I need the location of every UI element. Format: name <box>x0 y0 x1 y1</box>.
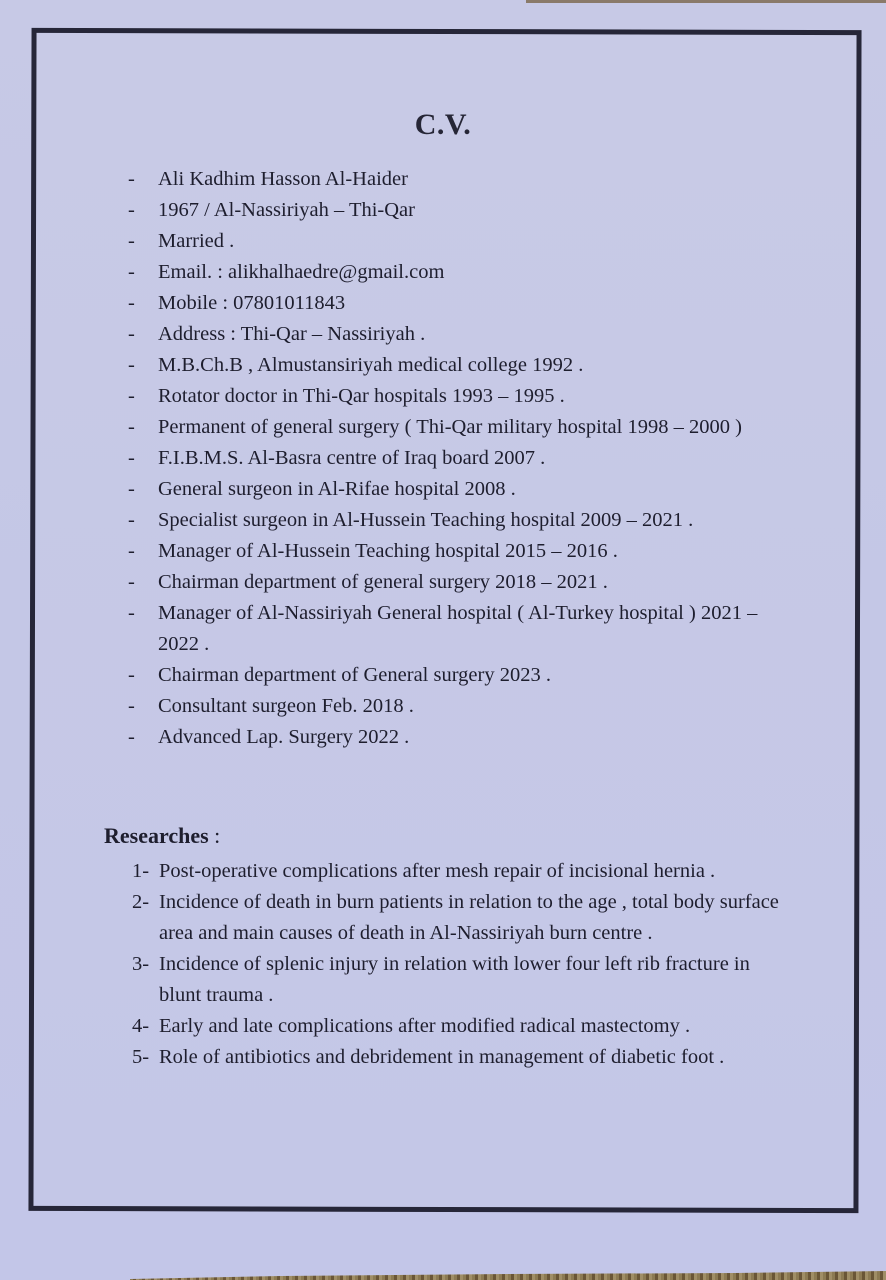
bullet-dash: - <box>128 664 135 686</box>
info-item <box>128 567 828 598</box>
info-item-text: M.B.Ch.B , Almustansiriyah medical college 1992 . <box>158 354 584 376</box>
info-item <box>128 443 828 474</box>
bullet-dash: - <box>128 323 135 345</box>
info-item-text: Permanent of general surgery ( Thi-Qar military hospital 1998 – 2000 ) <box>158 416 742 438</box>
bullet-dash: - <box>128 261 135 283</box>
bullet-dash: - <box>128 354 135 376</box>
info-item-text: Email. : alikhalhaedre@gmail.com <box>158 261 445 283</box>
research-number: 5- <box>132 1046 150 1068</box>
info-item-text: Chairman department of General surgery 2023 . <box>158 664 551 686</box>
bullet-dash: - <box>128 571 135 593</box>
bullet-dash: - <box>128 695 135 717</box>
bullet-dash: - <box>128 447 135 469</box>
info-item-text: Advanced Lap. Surgery 2022 . <box>158 726 410 748</box>
bullet-dash: - <box>128 478 135 500</box>
research-item <box>132 887 812 949</box>
info-item <box>128 660 828 691</box>
researches-heading <box>104 823 220 849</box>
research-item <box>132 856 812 887</box>
bullet-dash: - <box>128 602 135 624</box>
info-item <box>128 257 828 288</box>
info-item <box>128 195 828 226</box>
research-item <box>132 1042 812 1073</box>
research-text: Role of antibiotics and debridement in management of diabetic foot . <box>159 1046 725 1068</box>
research-number: 1- <box>132 860 150 882</box>
info-item-text: Specialist surgeon in Al-Hussein Teaching hospital 2009 – 2021 . <box>158 509 694 531</box>
research-text: Incidence of splenic injury in relation with lower four left rib fracture in blunt trauma . <box>159 953 750 1006</box>
info-item <box>128 381 828 412</box>
bullet-dash: - <box>128 385 135 407</box>
info-item <box>128 412 828 443</box>
info-item-text: Address : Thi-Qar – Nassiriyah . <box>158 323 426 345</box>
bullet-dash: - <box>128 292 135 314</box>
research-item <box>132 1011 812 1042</box>
research-number: 2- <box>132 891 150 913</box>
bullet-dash: - <box>128 168 135 190</box>
researches-heading-colon: : <box>208 823 221 848</box>
research-text: Early and late complications after modified radical mastectomy . <box>159 1015 691 1037</box>
info-item <box>128 164 828 195</box>
document-title: C.V. <box>414 108 472 141</box>
bullet-dash: - <box>128 230 135 252</box>
background-surface-bottom <box>130 1270 886 1280</box>
bullet-dash: - <box>128 540 135 562</box>
info-item-text: 1967 / Al-Nassiriyah – Thi-Qar <box>158 199 415 221</box>
bullet-dash: - <box>128 726 135 748</box>
info-item <box>128 319 828 350</box>
info-item-text: General surgeon in Al-Rifae hospital 2008 . <box>158 478 516 500</box>
researches-list <box>132 856 812 1073</box>
info-item-text: Rotator doctor in Thi-Qar hospitals 1993 – 1995 . <box>158 385 565 407</box>
info-item <box>128 536 828 567</box>
bullet-dash: - <box>128 416 135 438</box>
info-item-text: Manager of Al-Hussein Teaching hospital 2015 – 2016 . <box>158 540 618 562</box>
info-item-text: Chairman department of general surgery 2018 – 2021 . <box>158 571 608 593</box>
bullet-dash: - <box>128 199 135 221</box>
bullet-dash: - <box>128 509 135 531</box>
research-text: Incidence of death in burn patients in relation to the age , total body surface area and main causes of death in Al-Nassiriyah burn centre . <box>159 891 779 944</box>
research-item <box>132 949 812 1011</box>
info-item <box>128 598 828 660</box>
info-item <box>128 722 828 753</box>
info-item-text: Mobile : 07801011843 <box>158 292 346 314</box>
info-item <box>128 288 828 319</box>
researches-heading-text: Researches <box>104 823 209 848</box>
info-item <box>128 505 828 536</box>
research-text: Post-operative complications after mesh repair of incisional hernia . <box>159 860 716 882</box>
background-surface-top <box>526 0 886 3</box>
info-item-text: Married . <box>158 230 235 252</box>
personal-info-list <box>128 164 828 753</box>
info-item-text: Manager of Al-Nassiriyah General hospital ( Al-Turkey hospital ) 2021 – 2022 . <box>158 602 758 655</box>
info-item <box>128 474 828 505</box>
info-item <box>128 350 828 381</box>
info-item-text: Ali Kadhim Hasson Al-Haider <box>158 168 408 190</box>
research-number: 4- <box>132 1015 150 1037</box>
info-item-text: Consultant surgeon Feb. 2018 . <box>158 695 414 717</box>
info-item <box>128 691 828 722</box>
research-number: 3- <box>132 953 150 975</box>
info-item-text: F.I.B.M.S. Al-Basra centre of Iraq board 2007 . <box>158 447 546 469</box>
info-item <box>128 226 828 257</box>
